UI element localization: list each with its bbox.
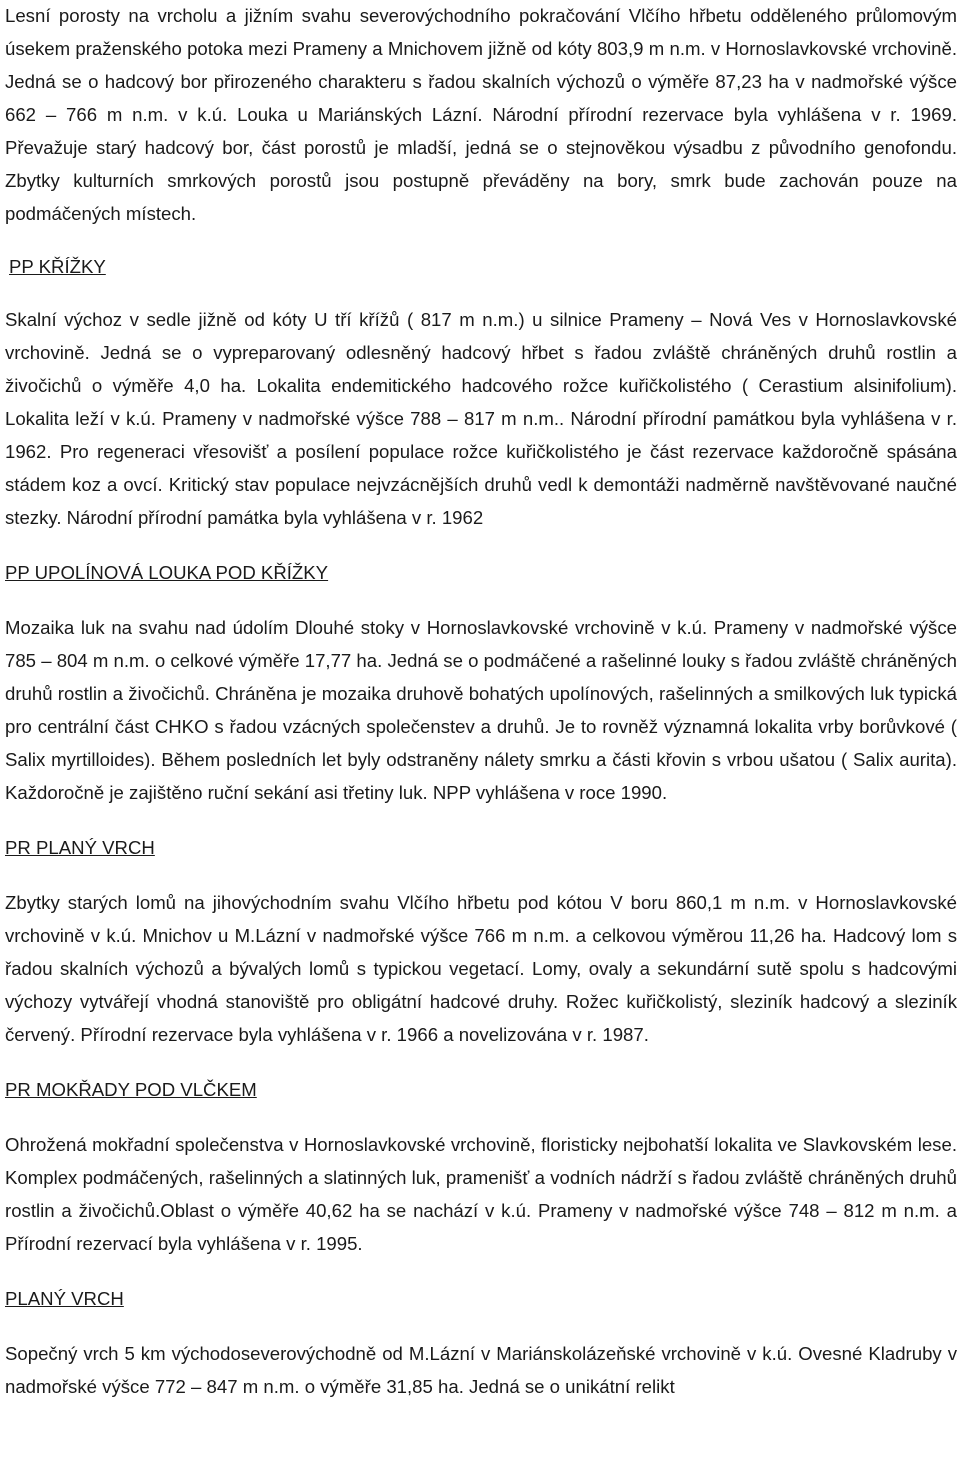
- section-paragraph-pp-krizky: Skalní výchoz v sedle jižně od kóty U tří křížů ( 817 m n.m.) u silnice Prameny – Nová Ves v Hornoslavkovské vrchovině. Jedná se o vypreparovaný odlesněný hadcový hřbet s řadou zvláště chráněných druhů rostlin a živočichů o výměře 4,0 ha. Lokalita endemitického hadcového rožce kuřičkolistého ( Cerastium alsinifolium). Lokalita leží v k.ú. Prameny v nadmořské výšce 788 – 817 m n.m.. Národní přírodní památkou byla vyhlášena v r. 1962. Pro regeneraci vřesovišť a posílení populace rožce kuřičkolistého je část rezervace každoročně spásána stádem koz a ovcí. Kritický stav populace nejvzácnějších druhů vedl k demontáži nadměrně navštěvované naučné stezky. Národní přírodní památka byla vyhlášena v r. 1962: [5, 309, 957, 528]
- section-paragraph-pr-plany-vrch: Zbytky starých lomů na jihovýchodním svahu Vlčího hřbetu pod kótou V boru 860,1 m n.m. v Hornoslavkovské vrchovině v k.ú. Mnichov u M.Lázní v nadmořské výšce 766 m n.m. a celkovou výměrou 11,26 ha. Hadcový lom s řadou skalních výchozů a bývalých lomů s typickou vegetací. Lomy, ovaly a sekundární sutě spolu s hadcovými výchozy vytvářejí vhodná stanoviště pro obligátní hadcové druhy. Rožec kuřičkolistý, sleziník hadcový a sleziník červený. Přírodní rezervace byla vyhlášena v r. 1966 a novelizována v r. 1987.: [5, 892, 957, 1045]
- section-heading-pp-krizky: PP KŘÍŽKY: [9, 256, 106, 277]
- section-heading-plany-vrch: PLANÝ VRCH: [5, 1288, 124, 1309]
- intro-paragraph: Lesní porosty na vrcholu a jižním svahu severovýchodního pokračování Vlčího hřbetu odděleného průlomovým úsekem praženského potoka mezi Prameny a Mnichovem jižně od kóty 803,9 m n.m. v Hornoslavkovské vrchovině. Jedná se o hadcový bor přirozeného charakteru s řadou skalních výchozů o výměře 87,23 ha v nadmořské výšce 662 – 766 m n.m. v k.ú. Louka u Mariánských Lázní. Národní přírodní rezervace byla vyhlášena v r. 1969. Převažuje starý hadcový bor, část porostů je mladší, jedná se o stejnověkou výsadbu z původního genofondu. Zbytky kulturních smrkových porostů jsou postupně převáděny na bory, smrk bude zachován pouze na podmáčených místech.: [5, 5, 957, 224]
- section-heading-pp-upolinova-louka: PP UPOLÍNOVÁ LOUKA POD KŘÍŽKY: [5, 562, 329, 583]
- document-page: [5, 0, 957, 1403]
- section-heading-pr-plany-vrch: PR PLANÝ VRCH: [5, 837, 155, 858]
- section-paragraph-pr-mokrady-pod-vlckem: Ohrožená mokřadní společenstva v Hornoslavkovské vrchovině, floristicky nejbohatší lokalita ve Slavkovském lese. Komplex podmáčených, rašelinných a slatinných luk, pramenišť a vodních nádrží s řadou zvláště chráněných druhů rostlin a živočichů.Oblast o výměře 40,62 ha se nachází v k.ú. Prameny v nadmořské výšce 748 – 812 m n.m. a Přírodní rezervací byla vyhlášena v r. 1995.: [5, 1134, 957, 1254]
- section-paragraph-pp-upolinova-louka: Mozaika luk na svahu nad údolím Dlouhé stoky v Hornoslavkovské vrchovině v k.ú. Prameny v nadmořské výšce 785 – 804 m n.m. o celkové výměře 17,77 ha. Jedná se o podmáčené a rašelinné louky s řadou zvláště chráněných druhů rostlin a živočichů. Chráněna je mozaika druhově bohatých upolínových, rašelinných a smilkových luk typická pro centrální část CHKO s řadou vzácných společenstev a druhů. Je to rovněž významná lokalita vrby borůvkové ( Salix myrtilloides). Během posledních let byly odstraněny nálety smrku a části křovin s vrbou ušatou ( Salix aurita). Každoročně je zajištěno ruční sekání asi třetiny luk. NPP vyhlášena v roce 1990.: [5, 617, 957, 803]
- section-paragraph-plany-vrch: Sopečný vrch 5 km východoseverovýchodně od M.Lázní v Mariánskolázeňské vrchovině v k.ú. Ovesné Kladruby v nadmořské výšce 772 – 847 m n.m. o výměře 31,85 ha. Jedná se o unikátní relikt: [5, 1343, 957, 1397]
- section-heading-pr-mokrady-pod-vlckem: PR MOKŘADY POD VLČKEM: [5, 1079, 257, 1100]
